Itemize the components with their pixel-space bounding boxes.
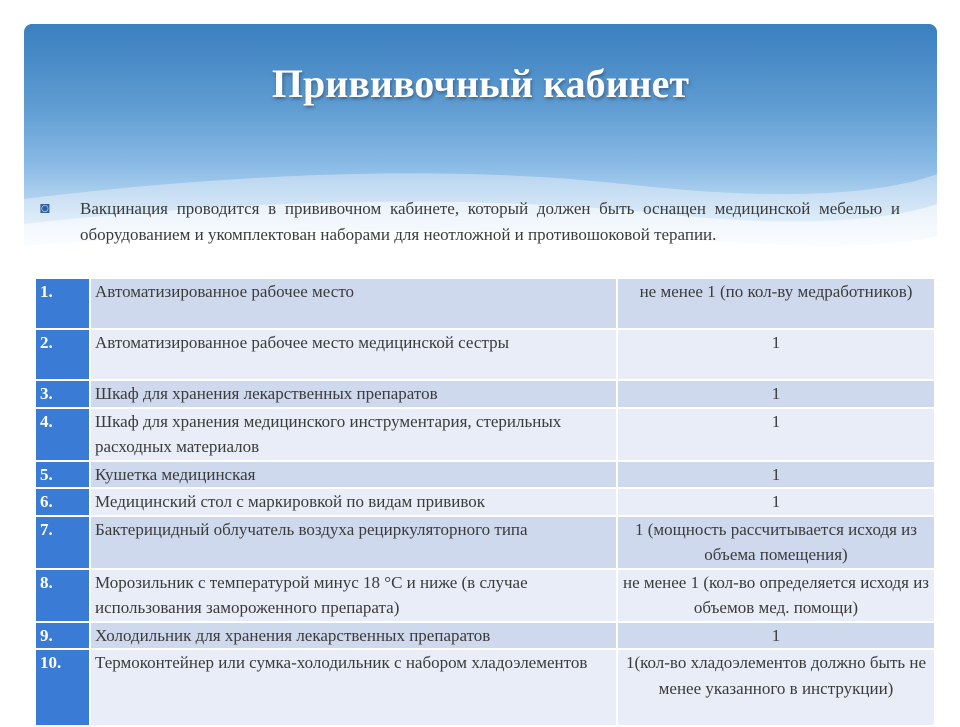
row-quantity: 1 (мощность рассчитывается исходя из объема помещения) <box>617 516 935 569</box>
table-row <box>35 516 935 569</box>
row-quantity: 1 <box>617 488 935 516</box>
table-row <box>35 649 935 726</box>
row-name: Шкаф для хранения медицинского инструментария, стерильных расходных материалов <box>90 408 617 461</box>
row-number: 9. <box>35 622 90 650</box>
table-row <box>35 461 935 489</box>
row-number: 2. <box>35 329 90 380</box>
intro-paragraph <box>40 196 900 247</box>
row-number: 6. <box>35 488 90 516</box>
row-quantity: 1 <box>617 461 935 489</box>
row-name: Медицинский стол с маркировкой по видам прививок <box>90 488 617 516</box>
table-row <box>35 488 935 516</box>
row-name: Морозильник с температурой минус 18 °С и ниже (в случае использования замороженного препарата) <box>90 569 617 622</box>
table-row <box>35 569 935 622</box>
intro-text: Вакцинация проводится в прививочном кабинете, который должен быть оснащен медицинской мебелью и оборудованием и укомплектован наборами для неотложной и противошоковой терапии. <box>80 199 900 244</box>
table-row <box>35 408 935 461</box>
row-number: 7. <box>35 516 90 569</box>
table-row <box>35 380 935 408</box>
row-quantity: не менее 1 (по кол-ву медработников) <box>617 278 935 329</box>
row-number: 1. <box>35 278 90 329</box>
row-name: Автоматизированное рабочее место медицинской сестры <box>90 329 617 380</box>
row-name: Шкаф для хранения лекарственных препаратов <box>90 380 617 408</box>
row-number: 5. <box>35 461 90 489</box>
row-name: Бактерицидный облучатель воздуха рециркуляторного типа <box>90 516 617 569</box>
page-title: Прививочный кабинет <box>271 61 690 106</box>
table-row <box>35 278 935 329</box>
row-name: Термоконтейнер или сумка-холодильник с набором хладоэлементов <box>90 649 617 726</box>
row-quantity: 1 <box>617 329 935 380</box>
table-row <box>35 329 935 380</box>
equipment-table <box>34 277 936 727</box>
row-name: Холодильник для хранения лекарственных препаратов <box>90 622 617 650</box>
row-quantity: 1 <box>617 622 935 650</box>
row-number: 3. <box>35 380 90 408</box>
row-name: Кушетка медицинская <box>90 461 617 489</box>
row-quantity: 1(кол-во хладоэлементов должно быть не менее указанного в инструкции) <box>617 649 935 726</box>
row-number: 10. <box>35 649 90 726</box>
table-row <box>35 622 935 650</box>
row-number: 8. <box>35 569 90 622</box>
row-number: 4. <box>35 408 90 461</box>
row-name: Автоматизированное рабочее место <box>90 278 617 329</box>
row-quantity: не менее 1 (кол-во определяется исходя из объемов мед. помощи) <box>617 569 935 622</box>
bullet-icon: ◙ <box>40 200 50 217</box>
row-quantity: 1 <box>617 408 935 461</box>
row-quantity: 1 <box>617 380 935 408</box>
